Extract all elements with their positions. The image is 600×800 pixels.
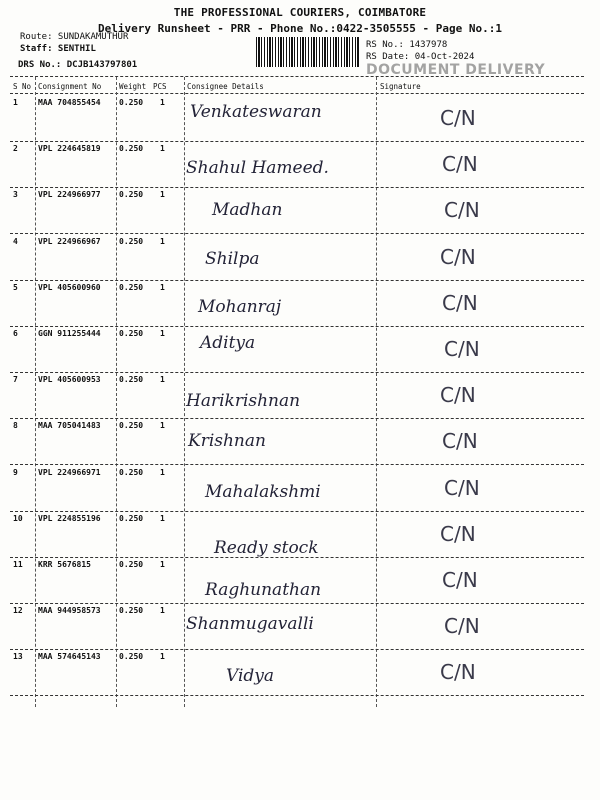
row-consignee-handwritten: Raghunathan: [205, 580, 322, 600]
row-signature-mark: C/N: [442, 429, 478, 454]
row-pcs: 1: [160, 513, 165, 523]
row-consignment-no: MAA 574645143: [38, 652, 101, 662]
row-pcs: 1: [160, 467, 165, 477]
row-consignment-no: GGN 911255444: [38, 329, 101, 338]
row-consignee-handwritten: Vidya: [226, 666, 275, 687]
row-sno: 9: [13, 467, 18, 477]
row-sno: 2: [13, 144, 18, 154]
row-consignee-handwritten: Mahalakshmi: [205, 481, 321, 502]
company-title: THE PROFESSIONAL COURIERS, COIMBATORE: [173, 6, 427, 19]
row-consignee-handwritten: Ready stock: [214, 537, 319, 558]
row-sno: 12: [13, 606, 23, 616]
row-pcs: 1: [160, 190, 165, 200]
row-weight: 0.250: [119, 144, 144, 154]
row-separator: [10, 464, 584, 465]
row-consignee-handwritten: Aditya: [200, 333, 256, 353]
row-pcs: 1: [160, 282, 165, 292]
header-top-rule: [10, 76, 584, 77]
runsheet-subtitle: Delivery Runsheet - PRR - Phone No.:0422-3505555 - Page No.:1: [98, 22, 502, 35]
row-signature-mark: C/N: [444, 475, 480, 500]
row-weight: 0.250: [119, 421, 144, 431]
col-header-consignee: Consignee Details: [187, 82, 264, 91]
row-consignment-no: VPL 224645819: [38, 144, 101, 154]
document-delivery-stamp: DOCUMENT DELIVERY: [366, 62, 546, 78]
row-signature-mark: C/N: [442, 152, 478, 177]
row-signature-mark: C/N: [440, 660, 476, 685]
row-separator: [10, 187, 584, 188]
row-pcs: 1: [160, 652, 165, 662]
row-sno: 7: [13, 375, 18, 385]
row-weight: 0.250: [119, 329, 144, 338]
row-consignment-no: VPL 224855196: [38, 513, 101, 523]
row-weight: 0.250: [119, 98, 144, 107]
row-separator: [10, 372, 584, 373]
route-label: Route: SUNDAKAMUTHUR: [20, 32, 129, 42]
row-signature-mark: C/N: [442, 290, 478, 315]
row-sno: 11: [13, 560, 23, 569]
row-signature-mark: C/N: [442, 568, 478, 592]
row-pcs: 1: [160, 329, 165, 338]
row-consignment-no: VPL 224966977: [38, 190, 101, 200]
row-separator: [10, 233, 584, 234]
barcode-image: [256, 37, 360, 67]
row-pcs: 1: [160, 560, 165, 569]
row-pcs: 1: [160, 375, 165, 385]
row-signature-mark: C/N: [444, 198, 480, 223]
row-weight: 0.250: [119, 606, 144, 616]
row-separator: [10, 141, 584, 142]
row-weight: 0.250: [119, 375, 144, 385]
row-consignment-no: VPL 405600953: [38, 375, 101, 385]
row-consignee-handwritten: Shanmugavalli: [186, 614, 314, 635]
col-header-weight: Weight: [119, 82, 147, 91]
row-sno: 3: [13, 190, 18, 200]
row-weight: 0.250: [119, 282, 144, 292]
row-separator: [10, 557, 584, 558]
row-sno: 6: [13, 329, 18, 338]
row-pcs: 1: [160, 236, 165, 246]
row-consignment-no: VPL 224966967: [38, 236, 101, 246]
row-pcs: 1: [160, 421, 165, 431]
column-divider: [35, 77, 36, 707]
row-sno: 10: [13, 513, 23, 523]
row-sno: 13: [13, 652, 23, 662]
row-sno: 4: [13, 236, 18, 246]
row-sno: 5: [13, 282, 18, 292]
row-weight: 0.250: [119, 513, 144, 523]
row-weight: 0.250: [119, 560, 144, 569]
row-consignee-handwritten: Mohanraj: [198, 296, 282, 317]
row-signature-mark: C/N: [444, 614, 480, 639]
row-pcs: 1: [160, 98, 165, 107]
row-consignee-handwritten: Harikrishnan: [186, 391, 301, 412]
row-consignment-no: MAA 704855454: [38, 98, 101, 107]
row-consignment-no: VPL 224966971: [38, 467, 101, 477]
column-divider: [184, 77, 185, 707]
row-consignment-no: KRR 5676815: [38, 560, 91, 569]
row-separator: [10, 280, 584, 281]
row-separator: [10, 649, 584, 650]
row-pcs: 1: [160, 606, 165, 616]
col-header-pcs: PCS: [153, 82, 167, 91]
row-sno: 8: [13, 421, 18, 431]
row-consignee-handwritten: Krishnan: [188, 431, 266, 452]
row-consignment-no: MAA 705041483: [38, 421, 101, 431]
row-consignee-handwritten: Shilpa: [205, 248, 260, 269]
header-bottom-rule: [10, 93, 584, 94]
row-weight: 0.250: [119, 236, 144, 246]
col-header-signature: Signature: [380, 82, 421, 91]
row-signature-mark: C/N: [440, 244, 476, 269]
row-separator: [10, 326, 584, 327]
row-weight: 0.250: [119, 467, 144, 477]
row-consignee-handwritten: Shahul Hameed.: [186, 158, 329, 179]
row-consignment-no: VPL 405600960: [38, 282, 101, 292]
staff-label: Staff: SENTHIL: [20, 44, 96, 54]
column-divider: [116, 77, 117, 707]
row-signature-mark: C/N: [440, 383, 476, 408]
rs-date: RS Date: 04-Oct-2024: [366, 52, 475, 62]
col-header-sno: S No: [13, 82, 32, 91]
row-separator: [10, 603, 584, 604]
row-signature-mark: C/N: [440, 521, 476, 546]
row-weight: 0.250: [119, 652, 144, 662]
rs-number: RS No.: 1437978: [366, 40, 448, 50]
row-consignment-no: MAA 944958573: [38, 606, 101, 616]
column-divider: [376, 77, 377, 707]
row-weight: 0.250: [119, 190, 144, 200]
row-consignee-handwritten: Madhan: [212, 200, 283, 221]
row-signature-mark: C/N: [444, 337, 480, 361]
row-separator: [10, 511, 584, 512]
row-signature-mark: C/N: [440, 106, 476, 130]
row-separator: [10, 418, 584, 419]
col-header-consignment: Consignment No: [38, 82, 102, 91]
drs-number: DRS No.: DCJB143797801: [18, 60, 138, 70]
row-pcs: 1: [160, 144, 165, 154]
row-separator: [10, 695, 584, 696]
row-consignee-handwritten: Venkateswaran: [190, 102, 322, 122]
row-sno: 1: [13, 98, 18, 107]
